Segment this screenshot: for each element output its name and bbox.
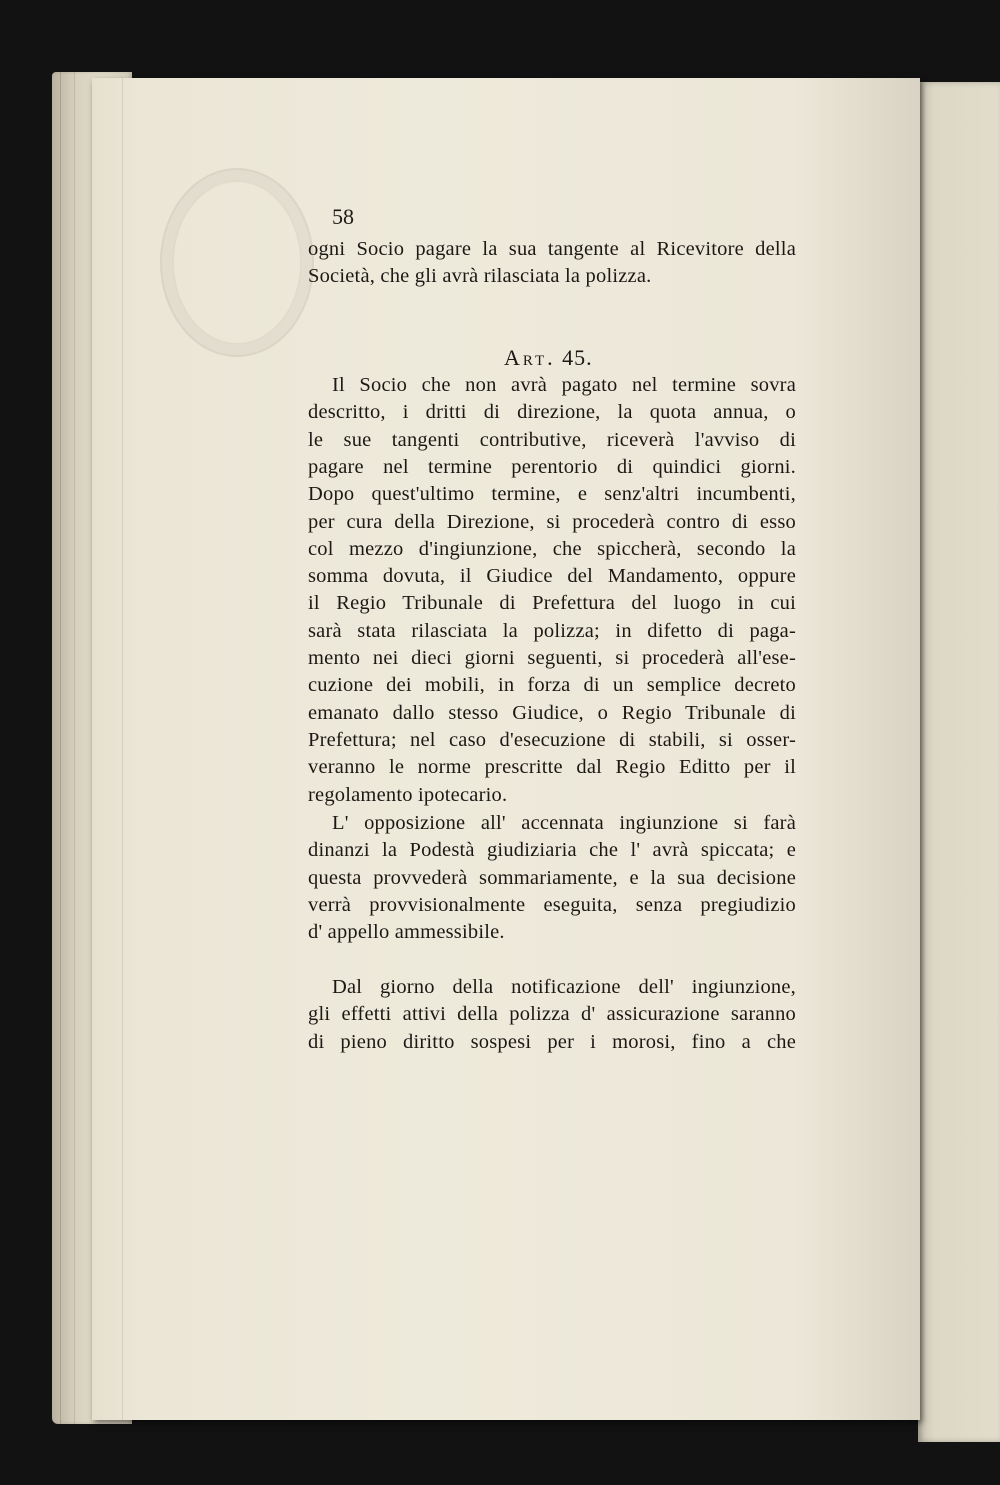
paragraph-1-line: Prefettura; nel caso d'esecuzione di stabili, si osser- (308, 728, 796, 751)
paragraph-1-line: Dopo quest'ultimo termine, e senz'altri incumbenti, (308, 483, 796, 506)
paragraph-1-line: veranno le norme prescritte dal Regio Editto per il (308, 756, 796, 779)
paragraph-1-line: sarà stata rilasciata la polizza; in difetto di paga- (308, 619, 796, 642)
paragraph-1-line: emanato dallo stesso Giudice, o Regio Tribunale di (308, 701, 796, 724)
paragraph-2-line: questa provvederà sommariamente, e la sua decisione (308, 866, 796, 889)
facing-page (918, 82, 1000, 1442)
paragraph-1-line: col mezzo d'ingiunzione, che spiccherà, secondo la (308, 537, 796, 560)
paragraph-1-line: il Regio Tribunale di Prefettura del luogo in cui (308, 592, 796, 615)
article-heading (504, 345, 593, 371)
paragraph-2-line: dinanzi la Podestà giudiziaria che l' avrà spiccata; e (308, 839, 796, 862)
paragraph-1-line: Il Socio che non avrà pagato nel termine sovra (332, 374, 796, 396)
paragraph-3-line: Dal giorno della notificazione dell' ingiunzione, (332, 976, 796, 998)
embossed-seal (160, 168, 314, 357)
paragraph-1-line: cuzione dei mobili, in forza di un semplice decreto (308, 674, 796, 697)
paragraph-1-line: mento nei dieci giorni seguenti, si procederà all'ese- (308, 647, 796, 669)
paragraph-1-line: per cura della Direzione, si procederà contro di esso (308, 510, 796, 533)
page-number: 58 (332, 204, 354, 229)
paragraph-continued-line: Società, che gli avrà rilasciata la polizza. (308, 265, 652, 288)
paragraph-3-line: gli effetti attivi della polizza d' assicurazione saranno (308, 1003, 796, 1026)
article-label: Art. (504, 345, 556, 370)
paragraph-1-line: pagare nel termine perentorio di quindici giorni. (308, 455, 796, 478)
paragraph-1-line: somma dovuta, il Giudice del Mandamento, oppure (308, 565, 796, 588)
paragraph-2-line: L' opposizione all' accennata ingiunzione si farà (332, 812, 796, 834)
paragraph-1-line: descritto, i dritti di direzione, la quota annua, o (308, 401, 796, 424)
page-fold-line (122, 78, 123, 1420)
article-number: 45. (562, 345, 593, 370)
paragraph-1-line: le sue tangenti contributive, riceverà l'avviso di (308, 428, 796, 451)
paragraph-2-line: verrà provvisionalmente eseguita, senza pregiudizio (308, 893, 796, 916)
paragraph-1-line: regolamento ipotecario. (308, 783, 508, 806)
paragraph-2-line: d' appello ammessibile. (308, 921, 505, 944)
paragraph-3-line: di pieno diritto sospesi per i morosi, fino a che (308, 1030, 796, 1053)
paragraph-continued-line: ogni Socio pagare la sua tangente al Ricevitore della (308, 238, 796, 260)
